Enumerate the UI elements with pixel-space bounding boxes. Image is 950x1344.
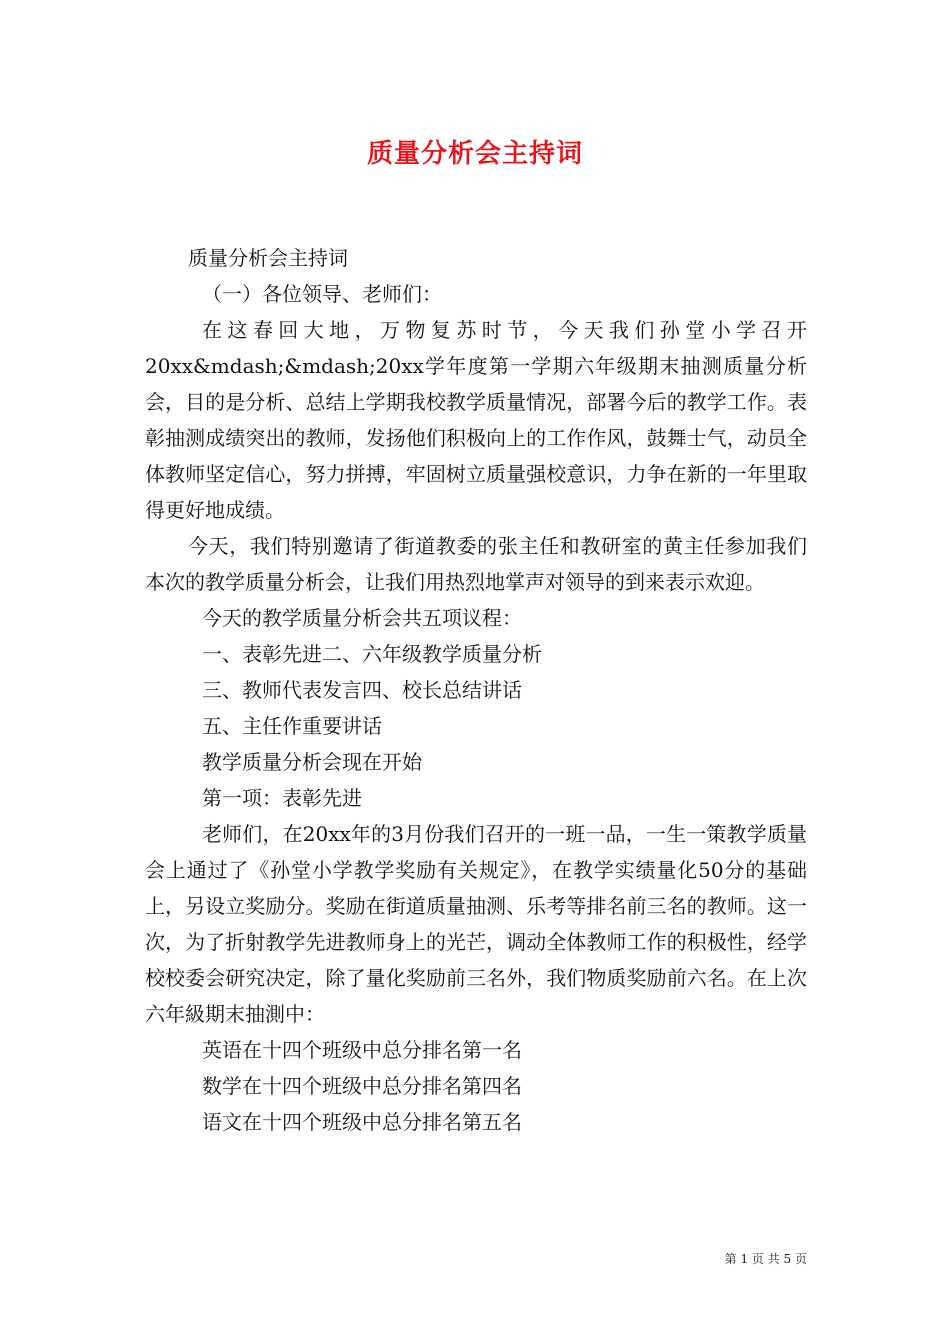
ranking-item: 英语在十四个班级中总分排名第一名 [202, 1038, 522, 1062]
document-title: 质量分析会主持词 [366, 139, 583, 169]
paragraph-agenda-intro: 今天的教学质量分析会共五项议程： [202, 606, 522, 630]
paragraph-award-rules: 老师们，在20xx年的3月份我们召开的一班一品，一生一策教学质量会上通过了《孙堂小学教学奖励有关规定》，在教学实绩量化50分的基础上，另设立奖励分。奖励在街道质量抽测、乐考等排名前三名的教师。这一次，为了折射教学先进教师身上的光芒，调动全体教师工作的积极性，经学校校委会研究决定，除了量化奖励前三名外，我们物质奖励前六名。在上次六年級期末抽測中： [145, 822, 807, 1026]
page-number: 第 1 页 共 5 页 [724, 1252, 807, 1266]
agenda-item: 五、主任作重要讲话 [202, 714, 382, 738]
paragraph-heading: 质量分析会主持词 [188, 246, 348, 270]
document-body [145, 240, 807, 1140]
paragraph-start: 教学质量分析会现在开始 [202, 750, 422, 774]
agenda-item: 一、表彰先进二、六年级教学质量分析 [202, 642, 542, 666]
ranking-item: 数学在十四个班级中总分排名第四名 [202, 1074, 522, 1098]
agenda-item: 三、教师代表发言四、校长总结讲话 [202, 678, 522, 702]
paragraph-intro: 在这春回大地，万物复苏时节，今天我们孙堂小学召开20xx&mdash;&mdash;20xx学年度第一学期六年级期末抽测质量分析会，目的是分析、总结上学期我校教学质量情况，部署今后的教学工作。表彰抽测成绩突出的教师，发扬他们积极向上的工作作风，鼓舞士气，动员全体教师坚定信心，努力拼搏，牢固树立质量强校意识，力争在新的一年里取得更好地成绩。 [145, 318, 807, 522]
paragraph-section-one: 第一项：表彰先进 [202, 786, 362, 810]
paragraph-welcome: 今天，我们特别邀请了街道教委的张主任和教研室的黄主任参加我们本次的教学质量分析会，让我们用热烈地掌声对领导的到来表示欢迎。 [145, 534, 807, 594]
ranking-item: 语文在十四个班级中总分排名第五名 [202, 1110, 522, 1134]
paragraph-greeting: （一）各位领导、老师们： [202, 282, 442, 306]
